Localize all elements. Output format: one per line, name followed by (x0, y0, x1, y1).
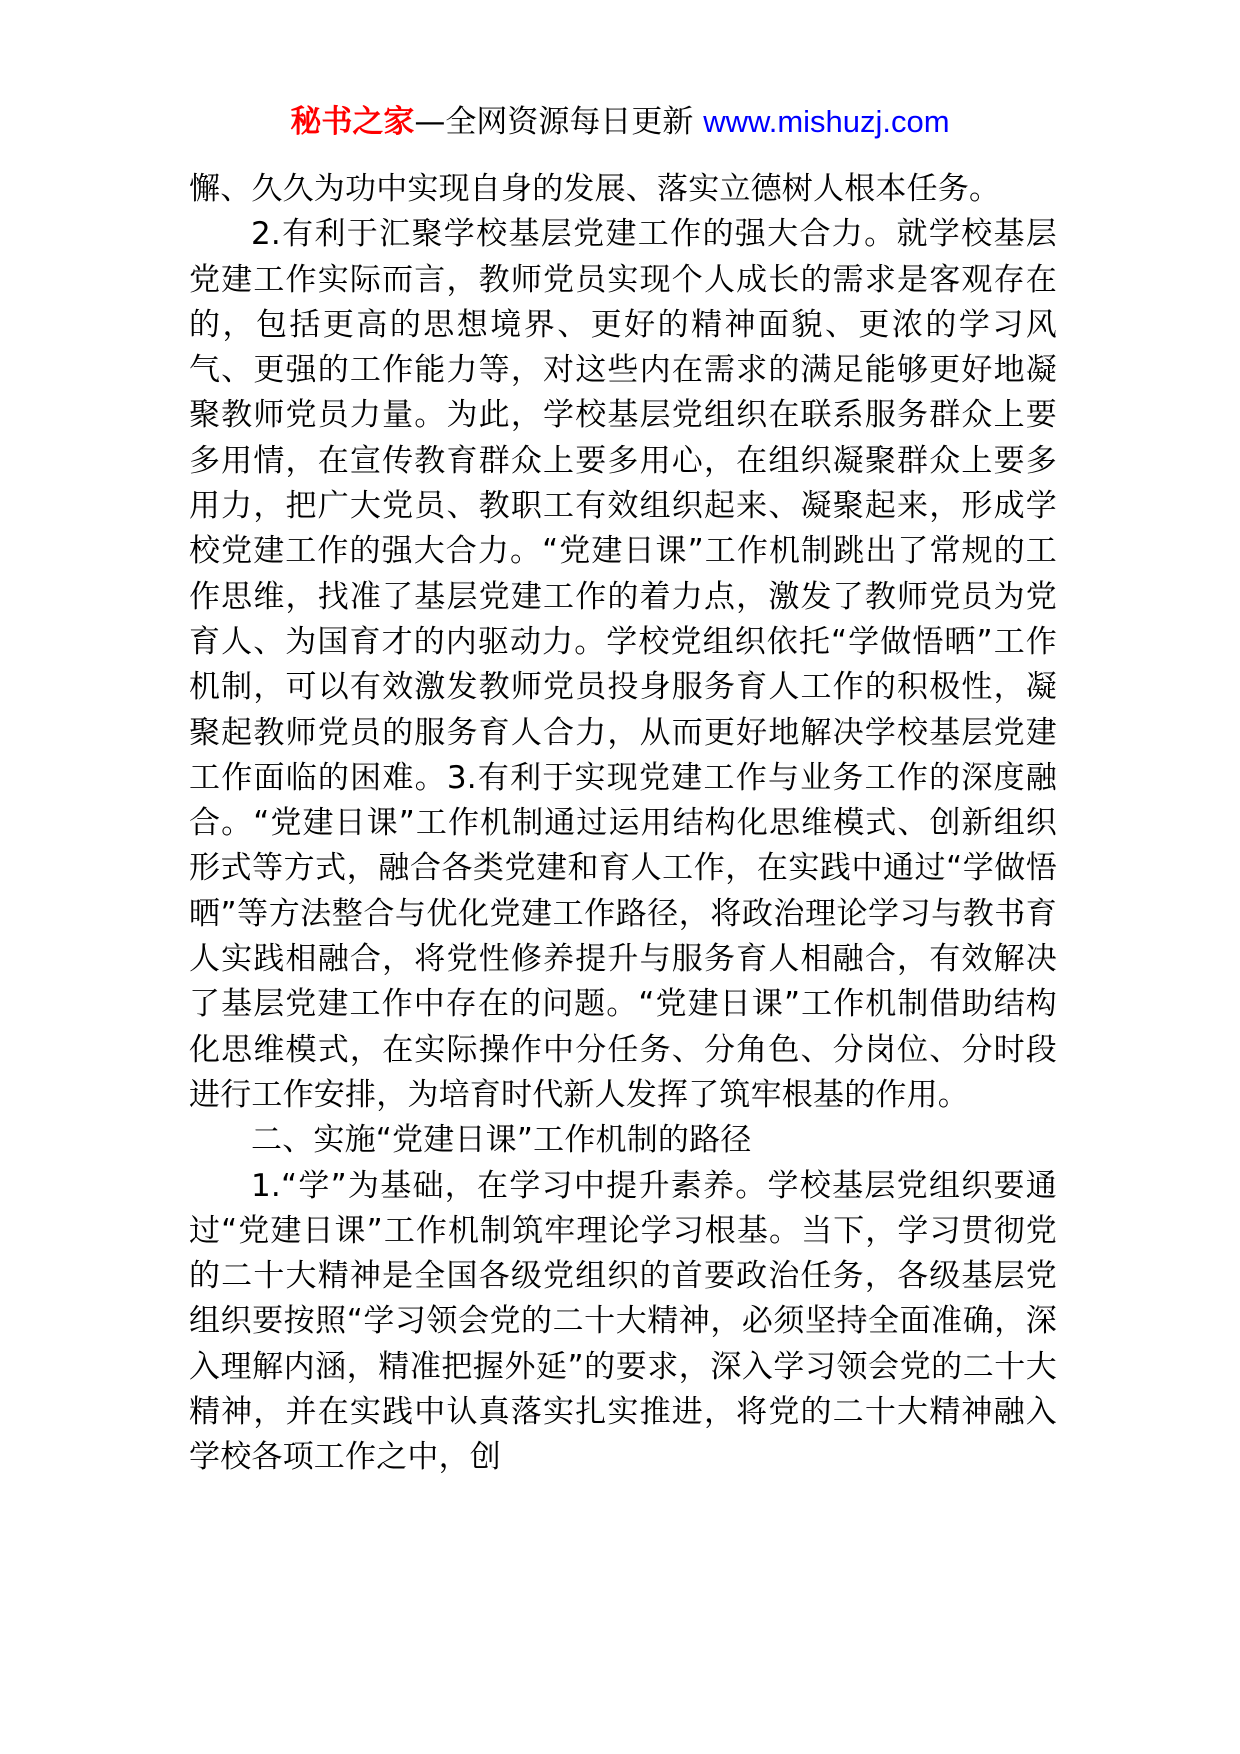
document-body (189, 167, 1057, 1481)
paragraph-point-1: 1.“学”为基础，在学习中提升素养。学校基层党组织要通过“党建日课”工作机制筑牢理论学习根基。当下，学习贯彻党的二十大精神是全国各级党组织的首要政治任务，各级基层党组织要按照“学习领会党的二十大精神，必须坚持全面准确，深入理解内涵，精准把握外延”的要求，深入学习领会党的二十大精神，并在实践中认真落实扎实推进，将党的二十大精神融入学校各项工作之中，创 (189, 1167, 1057, 1476)
page-header (0, 100, 1240, 144)
paragraph-point-2: 2.有利于汇聚学校基层党建工作的强大合力。就学校基层党建工作实际而言，教师党员实现个人成长的需求是客观存在的，包括更高的思想境界、更好的精神面貌、更浓的学习风气、更强的工作能力等，对这些内在需求的满足能够更好地凝聚教师党员力量。为此，学校基层党组织在联系服务群众上要多用情，在宣传教育群众上要多用心，在组织凝聚群众上要多用力，把广大党员、教职工有效组织起来、凝聚起来，形成学校党建工作的强大合力。“党建日课”工作机制跳出了常规的工作思维，找准了基层党建工作的着力点，激发了教师党员为党育人、为国育才的内驱动力。学校党组织依托“学做悟晒”工作机制，可以有效激发教师党员投身服务育人工作的积极性，凝聚起教师党员的服务育人合力，从而更好地解决学校基层党建工作面临的困难。3.有利于实现党建工作与业务工作的深度融合。“党建日课”工作机制通过运用结构化思维模式、创新组织形式等方式，融合各类党建和育人工作，在实践中通过“学做悟晒”等方法整合与优化党建工作路径，将政治理论学习与教书育人实践相融合，将党性修养提升与服务育人相融合，有效解决了基层党建工作中存在的问题。“党建日课”工作机制借助结构化思维模式，在实际操作中分任务、分角色、分岗位、分时段进行工作安排，为培育时代新人发挥了筑牢根基的作用。 (189, 216, 1057, 1113)
header-tagline: —全网资源每日更新 (414, 104, 694, 140)
paragraph-continuation: 懈、久久为功中实现自身的发展、落实立德树人根本任务。 (189, 171, 1001, 207)
brand-name: 秘书之家 (290, 104, 415, 140)
website-link[interactable]: www.mishuzj.com (703, 104, 950, 139)
section-heading: 二、实施“党建日课”工作机制的路径 (251, 1122, 752, 1159)
